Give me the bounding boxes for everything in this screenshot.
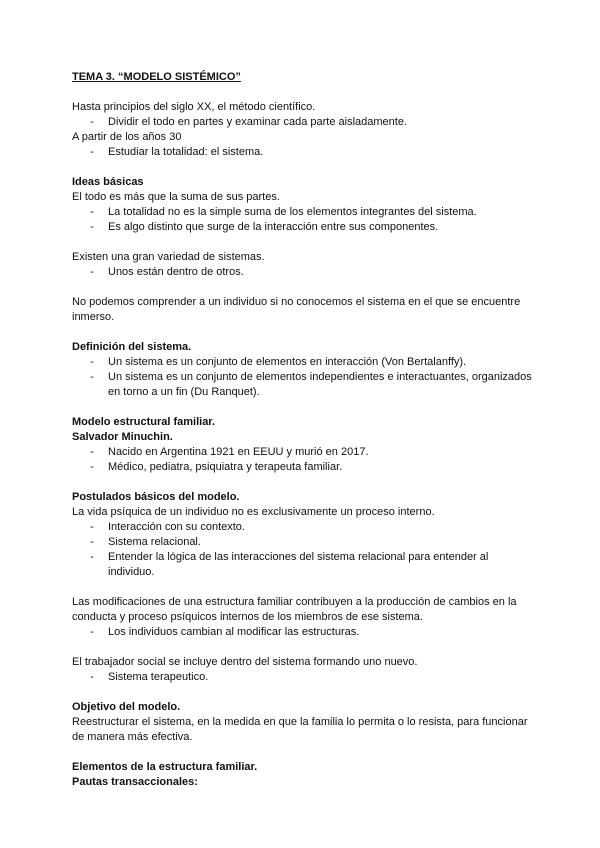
list-item-text: Médico, pediatra, psiquiatra y terapeuta familiar. xyxy=(108,461,343,473)
list-item-text: Nacido en Argentina 1921 en EEUU y murió en 2017. xyxy=(108,446,369,458)
list-item xyxy=(72,670,532,685)
list-item-text: Estudiar la totalidad: el sistema. xyxy=(108,146,264,158)
list-item xyxy=(72,355,532,370)
paragraph: El trabajador social se incluye dentro del sistema formando uno nuevo. xyxy=(72,656,418,668)
bullet-dash: - xyxy=(90,221,94,233)
list-item xyxy=(72,370,532,400)
paragraph: Las modificaciones de una estructura familiar contribuyen a la producción de cambios en la conducta y proceso psíquicos internos de los miembros de ese sistema. xyxy=(72,596,517,623)
bullet-dash: - xyxy=(90,521,94,533)
paragraph: El todo es más que la suma de sus partes. xyxy=(72,191,280,203)
section-heading-modelo: Modelo estructural familiar. xyxy=(72,416,216,428)
section-heading-objetivo: Objetivo del modelo. xyxy=(72,701,181,713)
bullet-dash: - xyxy=(90,461,94,473)
list-item xyxy=(72,520,532,535)
section-heading-definicion: Definición del sistema. xyxy=(72,341,192,353)
list-item-text: Unos están dentro de otros. xyxy=(108,266,244,278)
list-item-text: Sistema terapeutico. xyxy=(108,671,209,683)
list-item-text: La totalidad no es la simple suma de los elementos integrantes del sistema. xyxy=(108,206,477,218)
paragraph: No podemos comprender a un individuo si no conocemos el sistema en el que se encuentre inmerso. xyxy=(72,296,521,323)
list-item xyxy=(72,460,532,475)
list-item xyxy=(72,145,532,160)
bullet-dash: - xyxy=(90,446,94,458)
bullet-dash: - xyxy=(90,266,94,278)
list-item-text: Un sistema es un conjunto de elementos independientes e interactuantes, organizados en torno a un fin (Du Ranquet). xyxy=(108,371,532,398)
paragraph: Reestructurar el sistema, en la medida en que la familia lo permita o lo resista, para funcionar de manera más efectiva. xyxy=(72,716,528,743)
list-item-text: Es algo distinto que surge de la interacción entre sus componentes. xyxy=(108,221,439,233)
list-item xyxy=(72,265,532,280)
section-heading-ideas: Ideas básicas xyxy=(72,176,144,188)
section-heading-elementos: Elementos de la estructura familiar. xyxy=(72,761,258,773)
bullet-dash: - xyxy=(90,206,94,218)
list-item xyxy=(72,535,532,550)
bullet-dash: - xyxy=(90,146,94,158)
bullet-dash: - xyxy=(90,551,94,563)
list-item-text: Un sistema es un conjunto de elementos en interacción (Von Bertalanffy). xyxy=(108,356,467,368)
list-item xyxy=(72,445,532,460)
bullet-dash: - xyxy=(90,626,94,638)
paragraph: La vida psíquica de un individuo no es exclusivamente un proceso interno. xyxy=(72,506,435,518)
bullet-dash: - xyxy=(90,671,94,683)
list-item-text: Interacción con su contexto. xyxy=(108,521,245,533)
bullet-dash: - xyxy=(90,356,94,368)
list-item xyxy=(72,220,532,235)
bullet-dash: - xyxy=(90,371,94,383)
list-item-text: Entender la lógica de las interacciones del sistema relacional para entender al individuo. xyxy=(108,551,489,578)
intro-line: Hasta principios del siglo XX, el método científico. xyxy=(72,101,316,113)
section-subheading-pautas: Pautas transaccionales: xyxy=(72,776,198,788)
list-item xyxy=(72,625,532,640)
document-body xyxy=(72,100,532,790)
paragraph: Existen una gran variedad de sistemas. xyxy=(72,251,265,263)
section-subheading-minuchin: Salvador Minuchin. xyxy=(72,431,173,443)
list-item xyxy=(72,550,532,580)
section-heading-postulados: Postulados básicos del modelo. xyxy=(72,491,240,503)
document-title: TEMA 3. “MODELO SISTÉMICO” xyxy=(72,71,241,83)
list-item xyxy=(72,205,532,220)
bullet-dash: - xyxy=(90,116,94,128)
list-item-text: Dividir el todo en partes y examinar cada parte aisladamente. xyxy=(108,116,407,128)
list-item-text: Los individuos cambian al modificar las estructuras. xyxy=(108,626,360,638)
list-item xyxy=(72,115,532,130)
intro-line: A partir de los años 30 xyxy=(72,131,182,143)
bullet-dash: - xyxy=(90,536,94,548)
list-item-text: Sistema relacional. xyxy=(108,536,201,548)
